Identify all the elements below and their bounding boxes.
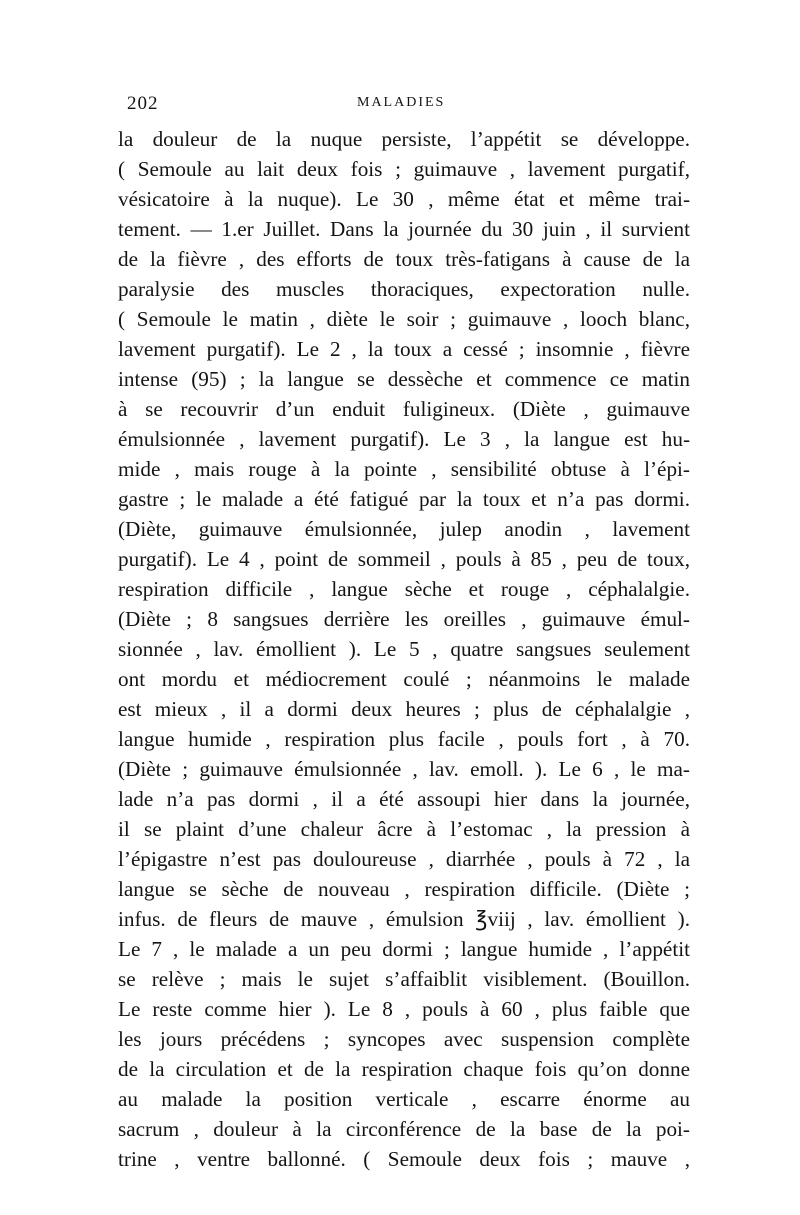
text-line: à se recouvrir d’un enduit fuligineux. (Diète , guimauve bbox=[118, 397, 690, 421]
text-line: ( Semoule au lait deux fois ; guimauve , lavement purgatif, bbox=[118, 157, 690, 181]
page-number: 202 bbox=[127, 93, 159, 114]
text-line: au malade la position verticale , escarre énorme au bbox=[118, 1087, 690, 1111]
text-line: purgatif). Le 4 , point de sommeil , pouls à 85 , peu de toux, bbox=[118, 547, 690, 571]
text-line: se relève ; mais le sujet s’affaiblit visiblement. (Bouillon. bbox=[118, 967, 690, 991]
text-line: sacrum , douleur à la circonférence de la base de la poi- bbox=[118, 1117, 690, 1141]
text-line: de la circulation et de la respiration chaque fois qu’on donne bbox=[118, 1057, 690, 1081]
running-head: MALADIES bbox=[357, 95, 446, 110]
text-line: sionnée , lav. émollient ). Le 5 , quatre sangsues seulement bbox=[118, 637, 690, 661]
page-header bbox=[127, 93, 687, 117]
text-line: infus. de fleurs de mauve , émulsion ℥viij , lav. émollient ). bbox=[118, 907, 690, 931]
text-line: lade n’a pas dormi , il a été assoupi hier dans la journée, bbox=[118, 787, 690, 811]
text-line: les jours précédens ; syncopes avec suspension complète bbox=[118, 1027, 690, 1051]
text-line: Le reste comme hier ). Le 8 , pouls à 60 , plus faible que bbox=[118, 997, 690, 1021]
text-line: mide , mais rouge à la pointe , sensibilité obtuse à l’épi- bbox=[118, 457, 690, 481]
text-line: émulsionnée , lavement purgatif). Le 3 , la langue est hu- bbox=[118, 427, 690, 451]
text-line: (Diète, guimauve émulsionnée, julep anodin , lavement bbox=[118, 517, 690, 541]
text-line: tement. — 1.er Juillet. Dans la journée du 30 juin , il survient bbox=[118, 217, 690, 241]
text-line: Le 7 , le malade a un peu dormi ; langue humide , l’appétit bbox=[118, 937, 690, 961]
text-line: paralysie des muscles thoraciques, expectoration nulle. bbox=[118, 277, 690, 301]
text-line: langue humide , respiration plus facile , pouls fort , à 70. bbox=[118, 727, 690, 751]
text-line: langue se sèche de nouveau , respiration difficile. (Diète ; bbox=[118, 877, 690, 901]
text-line: (Diète ; 8 sangsues derrière les oreilles , guimauve émul- bbox=[118, 607, 690, 631]
text-line: il se plaint d’une chaleur âcre à l’estomac , la pression à bbox=[118, 817, 690, 841]
text-line: trine , ventre ballonné. ( Semoule deux fois ; mauve , bbox=[118, 1147, 690, 1171]
text-line: l’épigastre n’est pas douloureuse , diarrhée , pouls à 72 , la bbox=[118, 847, 690, 871]
text-line: ( Semoule le matin , diète le soir ; guimauve , looch blanc, bbox=[118, 307, 690, 331]
text-line: (Diète ; guimauve émulsionnée , lav. emoll. ). Le 6 , le ma- bbox=[118, 757, 690, 781]
text-line: respiration difficile , langue sèche et rouge , céphalalgie. bbox=[118, 577, 690, 601]
text-line: vésicatoire à la nuque). Le 30 , même état et même trai- bbox=[118, 187, 690, 211]
text-line: la douleur de la nuque persiste, l’appétit se développe. bbox=[118, 127, 690, 151]
text-line: est mieux , il a dormi deux heures ; plus de céphalalgie , bbox=[118, 697, 690, 721]
text-line: de la fièvre , des efforts de toux très-fatigans à cause de la bbox=[118, 247, 690, 271]
text-line: intense (95) ; la langue se dessèche et commence ce matin bbox=[118, 367, 690, 391]
text-line: lavement purgatif). Le 2 , la toux a cessé ; insomnie , fièvre bbox=[118, 337, 690, 361]
text-line: ont mordu et médiocrement coulé ; néanmoins le malade bbox=[118, 667, 690, 691]
text-line: gastre ; le malade a été fatigué par la toux et n’a pas dormi. bbox=[118, 487, 690, 511]
